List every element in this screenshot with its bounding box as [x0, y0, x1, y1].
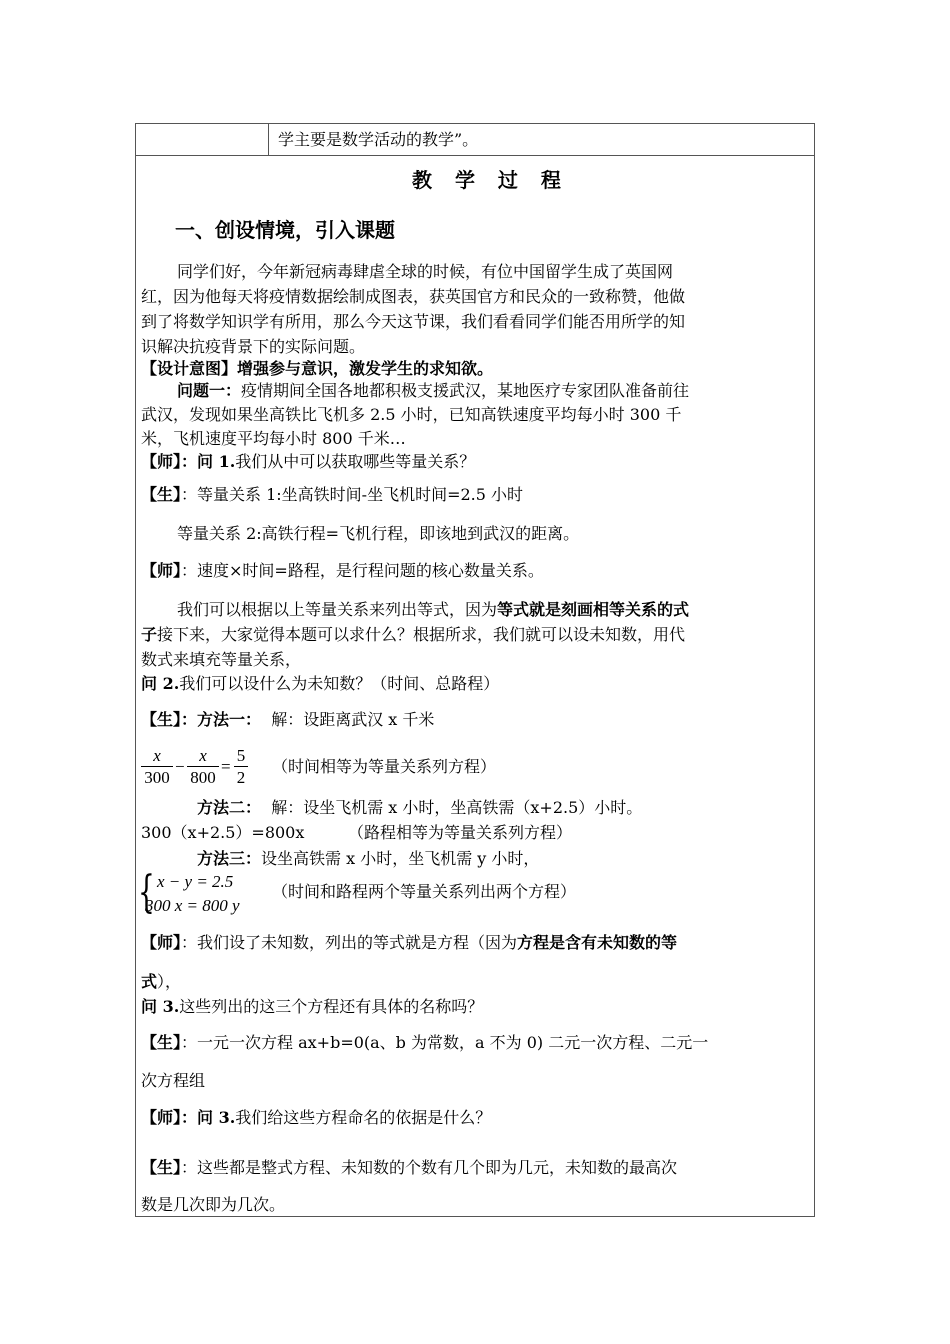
- numerator: x: [199, 746, 207, 765]
- numerator: x: [153, 746, 161, 765]
- teacher-tag: 【师】: [141, 1108, 182, 1127]
- statement-text: ：我们设了未知数，列出的等式就是方程（因为: [181, 933, 518, 952]
- equation-2: 300（x+2.5）=800x: [141, 823, 305, 842]
- paragraph-line: [177, 600, 689, 620]
- paragraph-line: [141, 625, 685, 645]
- method-2: [197, 798, 642, 818]
- statement-text: ：速度×时间=路程，是行程问题的核心数量关系。: [181, 561, 544, 580]
- statement-emphasis: 式: [141, 972, 158, 991]
- method-text: 设坐高铁需 x 小时，坐飞机需 y 小时，: [261, 849, 540, 868]
- intro-line: 红，因为他每天将疫情数据绘制成图表，获英国官方和民众的一致称赞，他做: [141, 287, 686, 306]
- method-text: 解：设距离武汉 x 千米: [271, 710, 435, 729]
- equation-2-note: （路程相等为等量关系列方程）: [348, 823, 573, 842]
- denominator: 300: [144, 768, 170, 787]
- question-text: 我们从中可以获取哪些等量关系？: [235, 452, 476, 471]
- fraction: [141, 746, 173, 787]
- answer-text: ：这些都是整式方程、未知数的个数有几个即为几元，未知数的最高次: [181, 1158, 678, 1177]
- teacher-question-4: [141, 1108, 491, 1128]
- problem1-line: 米，飞机速度平均每小时 800 千米…: [141, 429, 406, 448]
- equals-sign: =: [221, 757, 231, 776]
- system-brace: {: [138, 867, 155, 918]
- method-label: 方法三：: [197, 849, 262, 868]
- student-tag: 【生】: [141, 485, 182, 504]
- design-intent: 【设计意图】增强参与意识，激发学生的求知欲。: [141, 359, 494, 378]
- method-label: ：方法一：: [181, 710, 262, 729]
- student-answer-1b: 等量关系 2:高铁行程=飞机行程，即该地到武汉的距离。: [177, 524, 580, 543]
- student-answer-4-cont: 数是几次即为几次。: [141, 1195, 286, 1214]
- paragraph-line: 数式来填充等量关系，: [141, 650, 302, 669]
- fraction: [187, 746, 219, 787]
- method-label: 方法二：: [197, 798, 262, 817]
- table-column-divider: [268, 123, 269, 156]
- teacher-tag: 【师】: [141, 933, 182, 952]
- problem1-line: 武汉，发现如果坐高铁比飞机多 2.5 小时，已知高铁速度平均每小时 300 千: [141, 405, 682, 424]
- teacher-statement-2: [141, 561, 544, 581]
- answer-text: ：一元一次方程 ax+b=0(a、b 为常数，a 不为 0) 二元一次方程、二元一: [181, 1033, 709, 1052]
- question-text: 我们给这些方程命名的依据是什么？: [235, 1108, 492, 1127]
- problem1-text: 疫情期间全国各地都积极支援武汉，某地医疗专家团队准备前往: [241, 381, 690, 400]
- question-text: 我们可以设什么为未知数？（时间、总路程）: [179, 674, 500, 693]
- question-label: 问 2.: [141, 674, 180, 693]
- student-tag: 【生】: [141, 1158, 182, 1177]
- intro-line: 到了将数学知识学有所用，那么今天这节课，我们看看同学们能否用所学的知: [141, 312, 686, 331]
- teacher-tag: 【师】: [141, 452, 182, 471]
- denominator: 800: [190, 768, 216, 787]
- fraction: [234, 746, 248, 787]
- paragraph-emphasis: 等式就是刻画相等关系的式: [497, 600, 690, 619]
- answer-text: ：等量关系 1:坐高铁时间-坐飞机时间=2.5 小时: [181, 485, 524, 504]
- section-title: 教 学 过 程: [412, 168, 569, 192]
- question-2: [141, 674, 499, 694]
- paragraph-emphasis: 子: [141, 625, 158, 644]
- student-answer-3: [141, 1033, 708, 1053]
- system-row-1: x − y = 2.5: [157, 872, 234, 891]
- student-tag: 【生】: [141, 710, 182, 729]
- question-3: [141, 997, 483, 1017]
- student-answer-1: [141, 485, 523, 505]
- statement-emphasis: 方程是含有未知数的等: [517, 933, 678, 952]
- intro-line: 识解决抗疫背景下的实际问题。: [141, 337, 366, 356]
- paragraph-text: 接下来，大家觉得本题可以求什么？根据所求，我们就可以设未知数，用代: [157, 625, 686, 644]
- method-text: 解：设坐飞机需 x 小时，坐高铁需（x+2.5）小时。: [271, 798, 643, 817]
- denominator: 2: [236, 768, 246, 787]
- heading-create-context: 一、创设情境，引入课题: [175, 218, 395, 242]
- equation-1: [141, 746, 286, 792]
- minus-sign: −: [175, 757, 185, 776]
- student-answer-3-cont: 次方程组: [141, 1071, 206, 1090]
- system-row-2: 300 x = 800 y: [145, 896, 240, 915]
- teacher-statement-3-cont: [141, 972, 181, 992]
- question-label: ：问 1.: [181, 452, 236, 471]
- intro-line: 同学们好，今年新冠病毒肆虐全球的时候，有位中国留学生成了英国网: [177, 262, 674, 281]
- equation-1-note: （时间相等为等量关系列方程）: [272, 757, 497, 776]
- equation-system-note: （时间和路程两个等量关系列出两个方程）: [272, 882, 577, 901]
- question-text: 这些列出的这三个方程还有具体的名称吗？: [179, 997, 484, 1016]
- problem1-line: [177, 381, 689, 401]
- student-tag: 【生】: [141, 1033, 182, 1052]
- question-label: ：问 3.: [181, 1108, 236, 1127]
- numerator: 5: [236, 746, 246, 765]
- paragraph-text: 我们可以根据以上等量关系来列出等式，因为: [177, 600, 498, 619]
- teacher-question-1: [141, 452, 475, 472]
- student-answer-4: [141, 1158, 677, 1178]
- method-3: [197, 849, 539, 869]
- student-method-1: [141, 710, 434, 730]
- table-top-row-text: 学主要是数学活动的教学”。: [278, 130, 479, 149]
- statement-text: ），: [157, 972, 182, 991]
- problem1-label: 问题一：: [177, 381, 242, 400]
- teacher-tag: 【师】: [141, 561, 182, 580]
- question-label: 问 3.: [141, 997, 180, 1016]
- teacher-statement-3: [141, 933, 677, 953]
- table-row-divider: [135, 155, 815, 156]
